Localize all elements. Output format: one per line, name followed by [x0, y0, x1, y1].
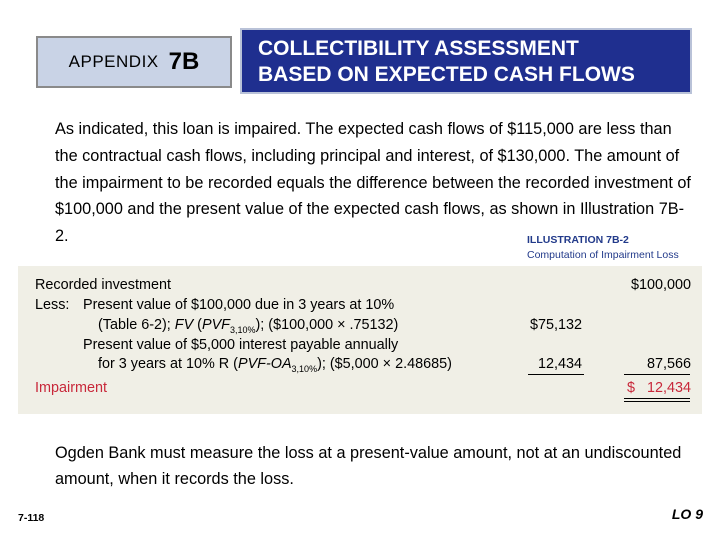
total-rule: [624, 374, 690, 375]
impairment-table: [18, 266, 702, 414]
double-rule-bottom: [624, 401, 690, 402]
slide-number: 7-118: [18, 512, 45, 524]
pv-interest-amount: 12,434: [537, 356, 582, 372]
title-line-2: BASED ON EXPECTED CASH FLOWS: [258, 63, 635, 86]
less-label: Less:: [35, 297, 70, 313]
illustration-label: ILLUSTRATION 7B-2: [527, 234, 629, 246]
recorded-investment-label: Recorded investment: [35, 277, 171, 293]
appendix-number: 7B: [168, 48, 200, 75]
impairment-amount: 12,434: [646, 380, 691, 396]
double-rule-top: [624, 398, 690, 399]
title-line-1: COLLECTIBILITY ASSESSMENT: [258, 37, 579, 60]
impairment-dollar-sign: $: [627, 380, 636, 396]
pv-principal-line-2: (Table 6-2); FV $(PVF_{3,10\%})$; ($100,000 × .75132): [98, 317, 399, 335]
subtotal-rule: [528, 374, 584, 375]
impairment-label: Impairment: [35, 380, 107, 396]
illustration-caption: Computation of Impairment Loss: [527, 249, 679, 261]
conclusion-paragraph: Ogden Bank must measure the loss at a present-value amount, not at an undiscounted amount, when it records the loss.: [55, 444, 682, 488]
appendix-badge: [36, 36, 232, 88]
learning-objective: LO 9: [671, 506, 703, 522]
pv-interest-line-2: for 3 years at 10% R $(PVF-OA_{3,10\%})$; ($5,000 × 2.48685): [98, 356, 452, 374]
appendix-label: APPENDIX: [68, 52, 159, 71]
pv-total-amount: 87,566: [646, 356, 691, 372]
intro-paragraph: As indicated, this loan is impaired. The expected cash flows of $115,000 are less than the contractual cash flows, including principal and interest, of $130,000. The amount of the impairment to be recorded equals the difference between the recorded investment of $100,000 and the present value of the expected cash flows, as shown in Illustration 7B-2.: [55, 120, 691, 246]
pv-interest-line-1: Present value of $5,000 interest payable annually: [83, 337, 399, 353]
recorded-investment-amount: $100,000: [630, 277, 691, 293]
pv-principal-amount: $75,132: [529, 317, 582, 333]
pv-principal-line-1: Present value of $100,000 due in 3 years at 10%: [83, 297, 395, 313]
slide-title: [240, 28, 692, 94]
